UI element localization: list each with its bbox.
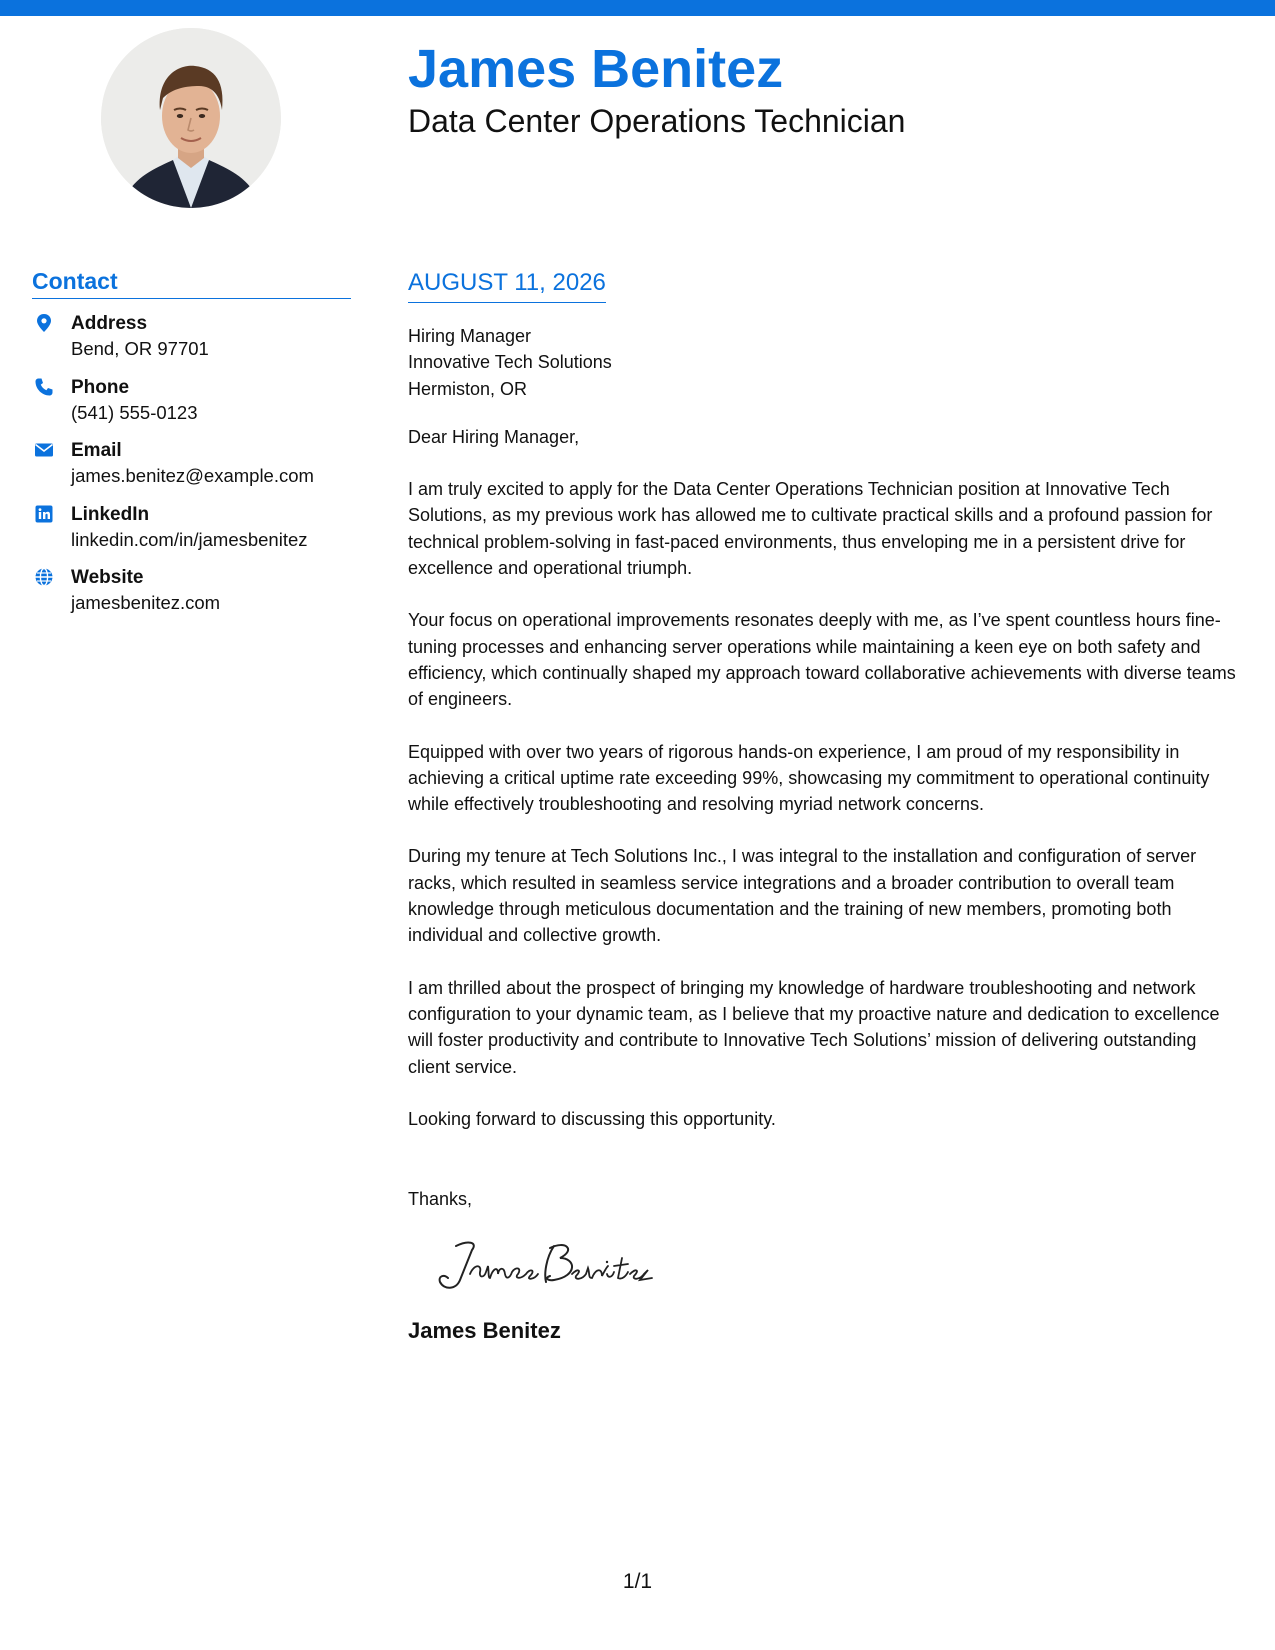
signer-name: James Benitez <box>408 1318 561 1344</box>
body-paragraph: I am truly excited to apply for the Data Center Operations Technician position at Innovative Tech Solutions, as my previous work has allowed me to cultivate practical skills and a profound passion for technical problem-solving in fast-paced environments, thus enveloping me in a persistent drive for excellence and operational triumph. <box>408 479 1213 579</box>
page-number: 1/1 <box>622 1570 653 1593</box>
recipient-block <box>408 323 1240 402</box>
salutation: Dear Hiring Manager, <box>408 426 580 447</box>
contact-item-website <box>32 565 351 629</box>
contact-label: Email <box>71 440 122 461</box>
body-paragraph: Equipped with over two years of rigorous hands-on experience, I am proud of my responsibility in achieving a critical uptime rate exceeding 99%, showcasing my commitment to operational continuity while effectively troubleshooting and resolving myriad network concerns. <box>408 741 1210 815</box>
contact-label: Phone <box>71 376 130 398</box>
contact-label: Address <box>71 313 148 334</box>
contact-label: LinkedIn <box>71 503 150 525</box>
contact-item-address <box>32 311 351 375</box>
map-pin-icon <box>34 313 54 333</box>
email-value[interactable]: james.benitez@example.com <box>71 465 314 486</box>
recipient-name: Hiring Manager <box>408 326 532 346</box>
contact-heading: Contact <box>32 266 351 299</box>
contact-item-linkedin <box>32 502 351 566</box>
profile-photo <box>101 28 281 208</box>
phone-value[interactable]: (541) 555-0123 <box>71 401 198 423</box>
phone-icon <box>34 377 54 397</box>
contact-sidebar <box>32 266 351 629</box>
letter-date: AUGUST 11, 2026 <box>408 266 606 303</box>
body-paragraph: Your focus on operational improvements resonates deeply with me, as I’ve spent countless hours fine-tuning processes and enhancing server operations while maintaining a keen eye on both safety and efficiency, which continually shaped my approach toward collaborative achievements with diverse teams of engineers. <box>408 610 1236 710</box>
contact-list <box>32 311 351 629</box>
closing-line: Looking forward to discussing this opportunity. <box>408 1108 776 1129</box>
envelope-icon <box>34 440 54 460</box>
linkedin-icon <box>34 504 54 524</box>
letter-body <box>408 266 1240 1346</box>
body-paragraph: I am thrilled about the prospect of bringing my knowledge of hardware troubleshooting and network configuration to your dynamic team, as I believe that my proactive nature and dedication to excellence will foster productivity and contribute to Innovative Tech Solutions’ mission of delivering outstanding client service. <box>408 977 1220 1077</box>
profile-photo-image <box>101 28 281 208</box>
address-value: Bend, OR 97701 <box>71 338 209 359</box>
applicant-name: James Benitez <box>408 39 784 99</box>
contact-item-phone <box>32 375 351 439</box>
job-title: Data Center Operations Technician <box>408 103 906 139</box>
contact-item-email <box>32 438 351 502</box>
handwritten-signature <box>426 1228 1240 1302</box>
signoff: Thanks, <box>408 1189 473 1210</box>
contact-label: Website <box>71 567 144 588</box>
recipient-location: Hermiston, OR <box>408 378 528 399</box>
recipient-company: Innovative Tech Solutions <box>408 352 612 373</box>
linkedin-value[interactable]: linkedin.com/in/jamesbenitez <box>71 528 308 550</box>
body-paragraph: During my tenure at Tech Solutions Inc., I was integral to the installation and configuration of server racks, which resulted in seamless service integrations and a broader contribution to overall team knowledge through meticulous documentation and the training of new members, promoting both individual and collective growth. <box>408 846 1197 946</box>
globe-icon <box>34 567 54 587</box>
website-value[interactable]: jamesbenitez.com <box>71 592 221 613</box>
signature-drawing <box>426 1228 666 1302</box>
top-accent-bar <box>0 0 1275 16</box>
